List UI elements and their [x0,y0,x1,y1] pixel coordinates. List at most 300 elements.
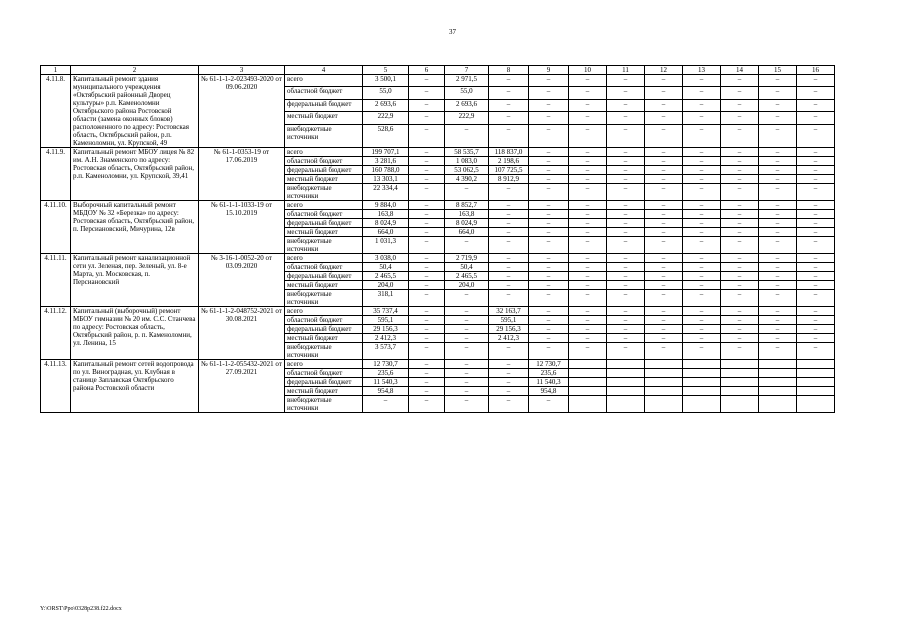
amount-cell: – [569,290,607,307]
program-table [40,65,835,413]
amount-cell: – [489,210,529,219]
amount-cell: – [721,75,759,87]
amount-cell: 664,0 [445,228,489,237]
amount-cell [797,360,835,369]
amount-cell: – [759,75,797,87]
amount-cell: 13 303,1 [363,175,409,184]
amount-cell: – [607,166,645,175]
amount-cell: – [797,99,835,111]
amount-cell: – [797,87,835,99]
amount-cell: – [683,124,721,147]
amount-cell [683,369,721,378]
funding-source: федеральный бюджет [285,272,363,281]
amount-cell: – [489,87,529,99]
amount-cell: – [569,219,607,228]
amount-cell: – [409,237,445,254]
amount-cell: – [489,75,529,87]
amount-cell: 22 334,4 [363,184,409,201]
funding-source: внебюджетные источники [285,396,363,413]
amount-cell: – [529,87,569,99]
amount-cell: – [607,87,645,99]
amount-cell: – [797,175,835,184]
amount-cell: – [529,316,569,325]
object-name: Капитальный ремонт сетей водопровода по ул. Виноградная, ул. Клубная в станице Заплавская Октябрьского района Ростовской области [71,360,199,413]
funding-source: местный бюджет [285,228,363,237]
amount-cell [797,378,835,387]
amount-cell: – [645,210,683,219]
amount-cell: – [569,237,607,254]
amount-cell: – [489,360,529,369]
amount-cell: – [569,75,607,87]
amount-cell: 318,1 [363,290,409,307]
amount-cell: – [721,237,759,254]
amount-cell: – [607,290,645,307]
column-header: 16 [797,66,835,75]
funding-source: областной бюджет [285,369,363,378]
amount-cell: – [759,281,797,290]
amount-cell: – [607,228,645,237]
amount-cell: – [797,166,835,175]
amount-cell: 222,9 [363,112,409,124]
amount-cell: – [529,75,569,87]
amount-cell: – [445,369,489,378]
amount-cell: – [797,316,835,325]
amount-cell: – [409,228,445,237]
column-header: 10 [569,66,607,75]
amount-cell: – [569,325,607,334]
amount-cell: – [645,201,683,210]
amount-cell: 3 281,6 [363,157,409,166]
amount-cell: – [645,334,683,343]
amount-cell: 8 024,9 [363,219,409,228]
amount-cell: 160 788,0 [363,166,409,175]
amount-cell: – [645,343,683,360]
amount-cell: – [445,307,489,316]
amount-cell: – [683,325,721,334]
amount-cell: – [721,175,759,184]
amount-cell: – [759,272,797,281]
funding-source: федеральный бюджет [285,378,363,387]
table-row [41,254,835,263]
amount-cell: – [645,148,683,157]
funding-source: федеральный бюджет [285,219,363,228]
amount-cell: – [607,254,645,263]
object-name: Капитальный ремонт канализационной сети ул. Зеленая, пер. Зеленый, ул. 8-е Марта, ул. Московская, п. Персиановский [71,254,199,307]
amount-cell [645,396,683,413]
object-name: Капитальный ремонт здания муниципального учреждения «Октябрьский районный Дворец культуры» р.п. Каменоломни Октябрьского района Ростовской области (замена оконных блоков) расположенного по адресу: Ростовская область, Октябрьский район, р.п. Каменоломни, ул. Крупской, 49 [71,75,199,148]
amount-cell: – [797,184,835,201]
column-header: 8 [489,66,529,75]
funding-source: федеральный бюджет [285,99,363,111]
amount-cell: – [645,316,683,325]
amount-cell: 1 083,0 [445,157,489,166]
amount-cell: – [797,219,835,228]
amount-cell: – [489,369,529,378]
expertise-document: № 61-1-1-2-055432-2021 от 27.09.2021 [199,360,285,413]
amount-cell: – [683,281,721,290]
funding-source: областной бюджет [285,210,363,219]
amount-cell [721,369,759,378]
amount-cell: – [759,210,797,219]
amount-cell: – [721,124,759,147]
funding-source: внебюджетные источники [285,343,363,360]
amount-cell: – [529,343,569,360]
amount-cell: – [759,201,797,210]
amount-cell: 222,9 [445,112,489,124]
amount-cell: – [759,228,797,237]
amount-cell: – [759,290,797,307]
amount-cell: – [409,290,445,307]
amount-cell: – [445,124,489,147]
amount-cell [607,396,645,413]
amount-cell: – [489,290,529,307]
amount-cell: – [409,281,445,290]
amount-cell: – [569,228,607,237]
amount-cell: – [607,219,645,228]
amount-cell: 235,6 [363,369,409,378]
amount-cell: 664,0 [363,228,409,237]
amount-cell: – [569,157,607,166]
amount-cell: – [797,263,835,272]
amount-cell: – [683,184,721,201]
amount-cell: – [445,290,489,307]
amount-cell: – [409,325,445,334]
expertise-document: № 61-1-1-1033-19 от 15.10.2019 [199,201,285,254]
amount-cell: – [569,124,607,147]
amount-cell: – [409,272,445,281]
amount-cell: – [797,307,835,316]
amount-cell [721,387,759,396]
amount-cell: – [645,87,683,99]
amount-cell: – [721,184,759,201]
amount-cell: – [797,281,835,290]
amount-cell: – [409,175,445,184]
column-header: 11 [607,66,645,75]
amount-cell: – [683,316,721,325]
amount-cell: – [607,307,645,316]
amount-cell: 107 725,5 [489,166,529,175]
amount-cell: – [797,157,835,166]
amount-cell: – [683,210,721,219]
amount-cell: 8 024,9 [445,219,489,228]
amount-cell: – [721,157,759,166]
amount-cell: 2 198,6 [489,157,529,166]
amount-cell [721,378,759,387]
amount-cell: – [409,316,445,325]
amount-cell: – [607,75,645,87]
amount-cell: – [721,87,759,99]
amount-cell: – [409,378,445,387]
amount-cell: – [607,148,645,157]
amount-cell: – [797,112,835,124]
amount-cell: – [489,124,529,147]
amount-cell: – [529,112,569,124]
amount-cell: – [683,263,721,272]
amount-cell: 3 573,7 [363,343,409,360]
amount-cell: – [529,201,569,210]
amount-cell: 12 730,7 [529,360,569,369]
amount-cell: 11 540,3 [529,378,569,387]
column-header: 13 [683,66,721,75]
amount-cell: – [797,334,835,343]
amount-cell: – [409,148,445,157]
amount-cell: – [721,334,759,343]
amount-cell: – [683,307,721,316]
amount-cell: – [569,281,607,290]
amount-cell: – [445,360,489,369]
amount-cell: – [721,219,759,228]
expertise-document: № 61-1-1-2-023493-2020 от 09.06.2020 [199,75,285,148]
amount-cell [759,396,797,413]
funding-source: федеральный бюджет [285,325,363,334]
amount-cell: – [759,87,797,99]
amount-cell: – [529,334,569,343]
item-number: 4.11.8. [41,75,71,148]
amount-cell: – [683,334,721,343]
amount-cell: – [721,263,759,272]
amount-cell: – [489,219,529,228]
amount-cell: – [721,290,759,307]
amount-cell: – [569,254,607,263]
amount-cell: – [797,343,835,360]
funding-source: всего [285,201,363,210]
item-number: 4.11.12. [41,307,71,360]
amount-cell: 235,6 [529,369,569,378]
amount-cell: – [529,166,569,175]
expertise-document: № 61-1-1-2-048752-2021 от 30.08.2021 [199,307,285,360]
amount-cell: – [683,343,721,360]
amount-cell: 8 852,7 [445,201,489,210]
amount-cell [683,360,721,369]
amount-cell [759,369,797,378]
amount-cell: – [759,343,797,360]
amount-cell: 50,4 [363,263,409,272]
amount-cell: 55,0 [363,87,409,99]
amount-cell: – [721,99,759,111]
amount-cell [607,378,645,387]
amount-cell: – [645,263,683,272]
amount-cell: – [645,99,683,111]
amount-cell: – [759,325,797,334]
amount-cell: – [797,228,835,237]
amount-cell [569,369,607,378]
object-name: Выборочный капитальный ремонт МБДОУ № 32 «Березка» по адресу: Ростовская область, Октябрьский район, п. Персиановский, Мичурина, 12в [71,201,199,254]
amount-cell: – [489,184,529,201]
amount-cell: 595,1 [489,316,529,325]
amount-cell: – [721,201,759,210]
amount-cell: – [409,184,445,201]
funding-source: внебюджетные источники [285,290,363,307]
amount-cell: 2 693,6 [363,99,409,111]
amount-cell: – [759,99,797,111]
amount-cell: – [409,112,445,124]
column-header: 6 [409,66,445,75]
amount-cell: – [683,228,721,237]
amount-cell: – [445,325,489,334]
amount-cell: – [607,237,645,254]
item-number: 4.11.13. [41,360,71,413]
amount-cell: – [759,254,797,263]
amount-cell: – [645,175,683,184]
amount-cell: – [489,387,529,396]
amount-cell: – [683,254,721,263]
amount-cell: – [683,175,721,184]
amount-cell: – [569,99,607,111]
amount-cell: – [569,112,607,124]
amount-cell: – [683,157,721,166]
amount-cell: – [489,281,529,290]
amount-cell: – [645,281,683,290]
amount-cell: – [445,334,489,343]
column-header: 14 [721,66,759,75]
amount-cell: – [529,281,569,290]
amount-cell: – [645,166,683,175]
amount-cell: – [445,343,489,360]
amount-cell: – [409,87,445,99]
amount-cell: – [569,87,607,99]
amount-cell [797,396,835,413]
amount-cell: 3 038,0 [363,254,409,263]
amount-cell: – [569,148,607,157]
amount-cell [721,396,759,413]
amount-cell: – [683,237,721,254]
funding-source: внебюджетные источники [285,184,363,201]
amount-cell: – [683,290,721,307]
amount-cell: – [645,290,683,307]
amount-cell: – [607,272,645,281]
amount-cell: – [721,112,759,124]
amount-cell [683,396,721,413]
amount-cell: – [759,166,797,175]
amount-cell: 2 412,3 [489,334,529,343]
amount-cell: – [529,272,569,281]
amount-cell: 9 884,0 [363,201,409,210]
amount-cell: – [529,99,569,111]
funding-source: областной бюджет [285,87,363,99]
amount-cell: – [409,124,445,147]
amount-cell: – [409,210,445,219]
amount-cell: 163,8 [363,210,409,219]
amount-cell [607,369,645,378]
column-header: 5 [363,66,409,75]
amount-cell [645,387,683,396]
amount-cell: 29 156,3 [363,325,409,334]
amount-cell: – [489,396,529,413]
amount-cell: – [607,157,645,166]
item-number: 4.11.11. [41,254,71,307]
amount-cell: – [607,263,645,272]
amount-cell: – [445,396,489,413]
amount-cell: – [409,157,445,166]
amount-cell: 2 693,6 [445,99,489,111]
amount-cell: – [409,334,445,343]
amount-cell [759,360,797,369]
column-header: 1 [41,66,71,75]
amount-cell: – [569,210,607,219]
amount-cell: – [409,219,445,228]
amount-cell: – [529,307,569,316]
expertise-document: № 3-16-1-0052-20 от 03.09.2020 [199,254,285,307]
amount-cell [569,396,607,413]
amount-cell: – [489,228,529,237]
amount-cell: – [529,157,569,166]
amount-cell: 29 156,3 [489,325,529,334]
column-header: 4 [285,66,363,75]
amount-cell: – [409,75,445,87]
amount-cell: 2 971,5 [445,75,489,87]
amount-cell: – [445,378,489,387]
funding-source: местный бюджет [285,112,363,124]
amount-cell: 528,6 [363,124,409,147]
amount-cell: – [683,99,721,111]
amount-cell [569,360,607,369]
table-row [41,201,835,210]
amount-cell: – [409,360,445,369]
amount-cell: – [797,124,835,147]
amount-cell: – [489,99,529,111]
amount-cell: – [797,272,835,281]
amount-cell: – [409,254,445,263]
amount-cell: 3 500,1 [363,75,409,87]
amount-cell: – [489,378,529,387]
amount-cell: – [569,166,607,175]
amount-cell: – [409,387,445,396]
amount-cell: – [445,237,489,254]
amount-cell: – [721,272,759,281]
amount-cell: – [683,75,721,87]
column-header: 3 [199,66,285,75]
amount-cell: 4 390,2 [445,175,489,184]
amount-cell: – [645,237,683,254]
funding-source: федеральный бюджет [285,166,363,175]
amount-cell [759,378,797,387]
amount-cell: – [445,316,489,325]
funding-source: внебюджетные источники [285,237,363,254]
amount-cell: – [797,325,835,334]
amount-cell: – [409,263,445,272]
amount-cell: – [409,307,445,316]
amount-cell: – [409,369,445,378]
amount-cell: – [759,316,797,325]
amount-cell: – [409,396,445,413]
amount-cell: – [569,201,607,210]
funding-source: местный бюджет [285,334,363,343]
amount-cell: – [569,175,607,184]
amount-cell: – [797,201,835,210]
amount-cell: – [797,210,835,219]
header-row [41,66,835,75]
funding-source: всего [285,75,363,87]
item-number: 4.11.9. [41,148,71,201]
amount-cell: 53 062,5 [445,166,489,175]
amount-cell: – [489,263,529,272]
amount-cell: – [569,272,607,281]
amount-cell: – [409,99,445,111]
object-name: Капитальный (выборочный) ремонт МБОУ гимназии № 20 им. С.С. Станчева по адресу: Ростовская область, Октябрьский район, р. п. Каменоломни, ул. Ленина, 15 [71,307,199,360]
amount-cell: – [759,124,797,147]
amount-cell [645,360,683,369]
expertise-document: № 61-1-0353-19 от 17.06.2019 [199,148,285,201]
amount-cell: 204,0 [445,281,489,290]
funding-source: местный бюджет [285,281,363,290]
amount-cell: – [645,157,683,166]
amount-cell: – [721,148,759,157]
amount-cell [569,378,607,387]
amount-cell [645,378,683,387]
amount-cell: – [797,75,835,87]
amount-cell: – [529,175,569,184]
amount-cell: 50,4 [445,263,489,272]
